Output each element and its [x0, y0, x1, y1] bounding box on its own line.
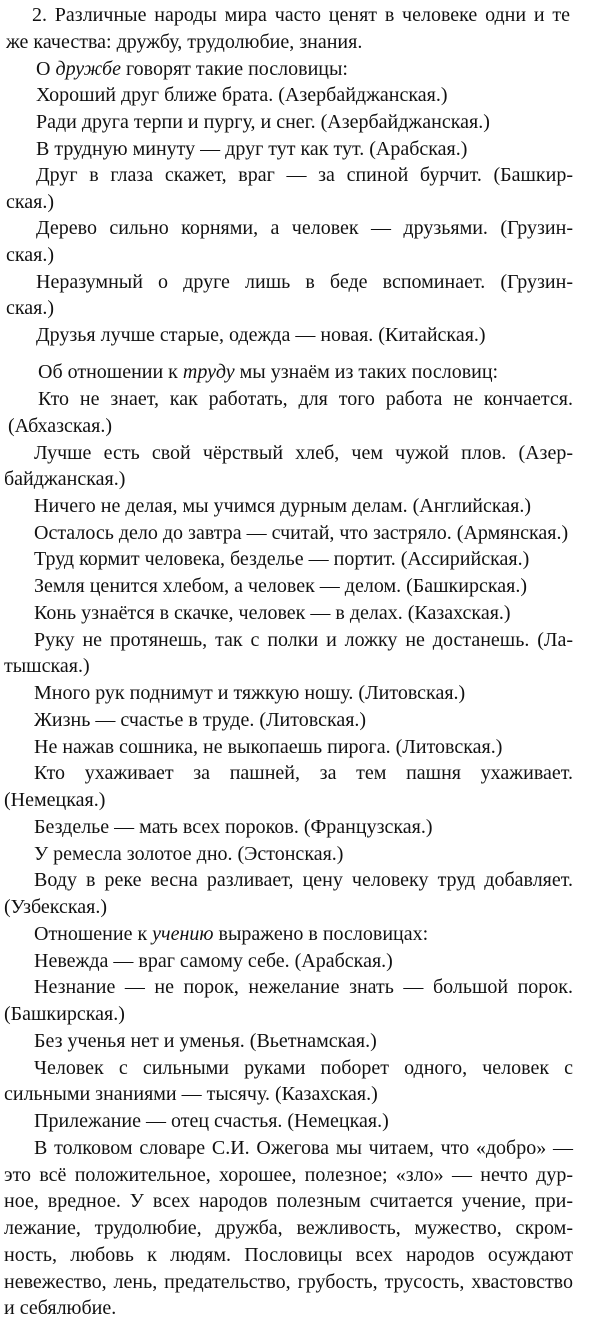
proverb-line: Незнание — не порок, нежелание знать — большой порок.: [34, 976, 573, 998]
proverb-line: Невежда — враг самому себе. (Арабская.): [34, 950, 393, 972]
paragraph-line: лежание, трудолюбие, дружба, вежливость, мужество, скром-: [4, 1217, 573, 1239]
proverb-line: Ничего не делая, мы учимся дурным делам. (Английская.): [34, 495, 532, 517]
emphasis-friendship: дружбе: [55, 58, 121, 80]
text-line: О дружбе говорят такие пословицы:: [36, 58, 348, 80]
proverb-line: Друг в глаза скажет, враг — за спиной бурчит. (Башкир-: [36, 164, 573, 186]
emphasis-learning: учению: [152, 923, 214, 945]
proverb-line: (Абхазская.): [8, 415, 113, 437]
proverb-line: тышская.): [4, 655, 90, 677]
proverb-line: Руку не протянешь, так с полки и ложку не достанешь. (Ла-: [34, 629, 573, 651]
proverb-line: ская.): [6, 297, 55, 319]
paragraph-line: это всё положительное, хорошее, полезное; «зло» — нечто дур-: [4, 1164, 573, 1186]
paragraph-line: ное, вредное. У всех народов полезным считается учение, при-: [4, 1190, 573, 1212]
proverb-line: Осталось дело до завтра — считай, что застряло. (Армянская.): [34, 522, 569, 544]
text-line: Об отношении к труду мы узнаём из таких пословиц:: [38, 361, 499, 383]
proverb-line: Много рук поднимут и тяжкую ношу. (Литовская.): [34, 682, 466, 704]
proverb-line: Хороший друг ближе брата. (Азербайджанская.): [36, 84, 448, 106]
emphasis-labor: труду: [182, 361, 235, 383]
proverb-line: Земля ценится хлебом, а человек — делом. (Башкирская.): [34, 575, 527, 597]
proverb-line: Конь узнаётся в скачке, человек — в делах. (Казахская.): [34, 602, 511, 624]
paragraph-line: невежество, лень, предательство, грубость, трусость, хвастовство: [4, 1271, 573, 1293]
proverb-line: ская.): [6, 244, 55, 266]
proverb-line: Жизнь — счастье в труде. (Литовская.): [34, 709, 367, 731]
paragraph-line: и себялюбие.: [4, 1297, 117, 1319]
proverb-line: Труд кормит человека, безделье — портит. (Ассирийская.): [34, 548, 530, 570]
proverb-line: Человек с сильными руками поборет одного, человек с: [34, 1057, 573, 1079]
proverb-line: Дерево сильно корнями, а человек — друзьями. (Грузин-: [36, 217, 573, 239]
proverb-line: Безделье — мать всех пороков. (Французская.): [34, 816, 433, 838]
text-line: Отношение к учению выражено в пословицах:: [34, 923, 429, 945]
proverb-line: Не нажав сошника, не выкопаешь пирога. (Литовская.): [34, 736, 503, 758]
proverb-line: Неразумный о друге лишь в беде вспоминает. (Грузин-: [36, 271, 573, 293]
paragraph-line: В толковом словаре С.И. Ожегова мы читаем, что «добро» —: [34, 1137, 573, 1159]
proverb-line: Воду в реке весна разливает, цену человеку труд добавляет.: [34, 869, 573, 891]
proverb-line: (Узбекская.): [4, 896, 107, 918]
proverb-line: (Немецкая.): [4, 789, 106, 811]
proverb-line: У ремесла золотое дно. (Эстонская.): [34, 843, 344, 865]
proverb-line: Друзья лучше старые, одежда — новая. (Китайская.): [36, 324, 486, 346]
proverb-line: (Башкирская.): [4, 1003, 125, 1025]
proverb-line: Прилежание — отец счастья. (Немецкая.): [34, 1110, 389, 1132]
proverb-line: ская.): [6, 191, 55, 213]
proverb-line: байджанская.): [4, 468, 126, 490]
text-line: 2. Различные народы мира часто ценят в человеке одни и те: [32, 4, 570, 26]
proverb-line: Кто ухаживает за пашней, за тем пашня ухаживает.: [34, 762, 573, 784]
proverb-line: Лучше есть свой чёрствый хлеб, чем чужой плов. (Азер-: [34, 442, 573, 464]
proverb-line: Кто не знает, как работать, для того работа не кончается.: [38, 388, 573, 410]
paragraph-line: ность, любовь к людям. Пословицы всех народов осуждают: [4, 1244, 573, 1266]
proverb-line: В трудную минуту — друг тут как тут. (Арабская.): [36, 138, 468, 160]
proverb-line: Ради друга терпи и пургу, и снег. (Азербайджанская.): [36, 111, 490, 133]
proverb-line: сильными знаниями — тысячу. (Казахская.): [4, 1083, 378, 1105]
proverb-line: Без ученья нет и уменья. (Вьетнамская.): [34, 1030, 377, 1052]
text-line: же качества: дружбу, трудолюбие, знания.: [6, 31, 363, 53]
